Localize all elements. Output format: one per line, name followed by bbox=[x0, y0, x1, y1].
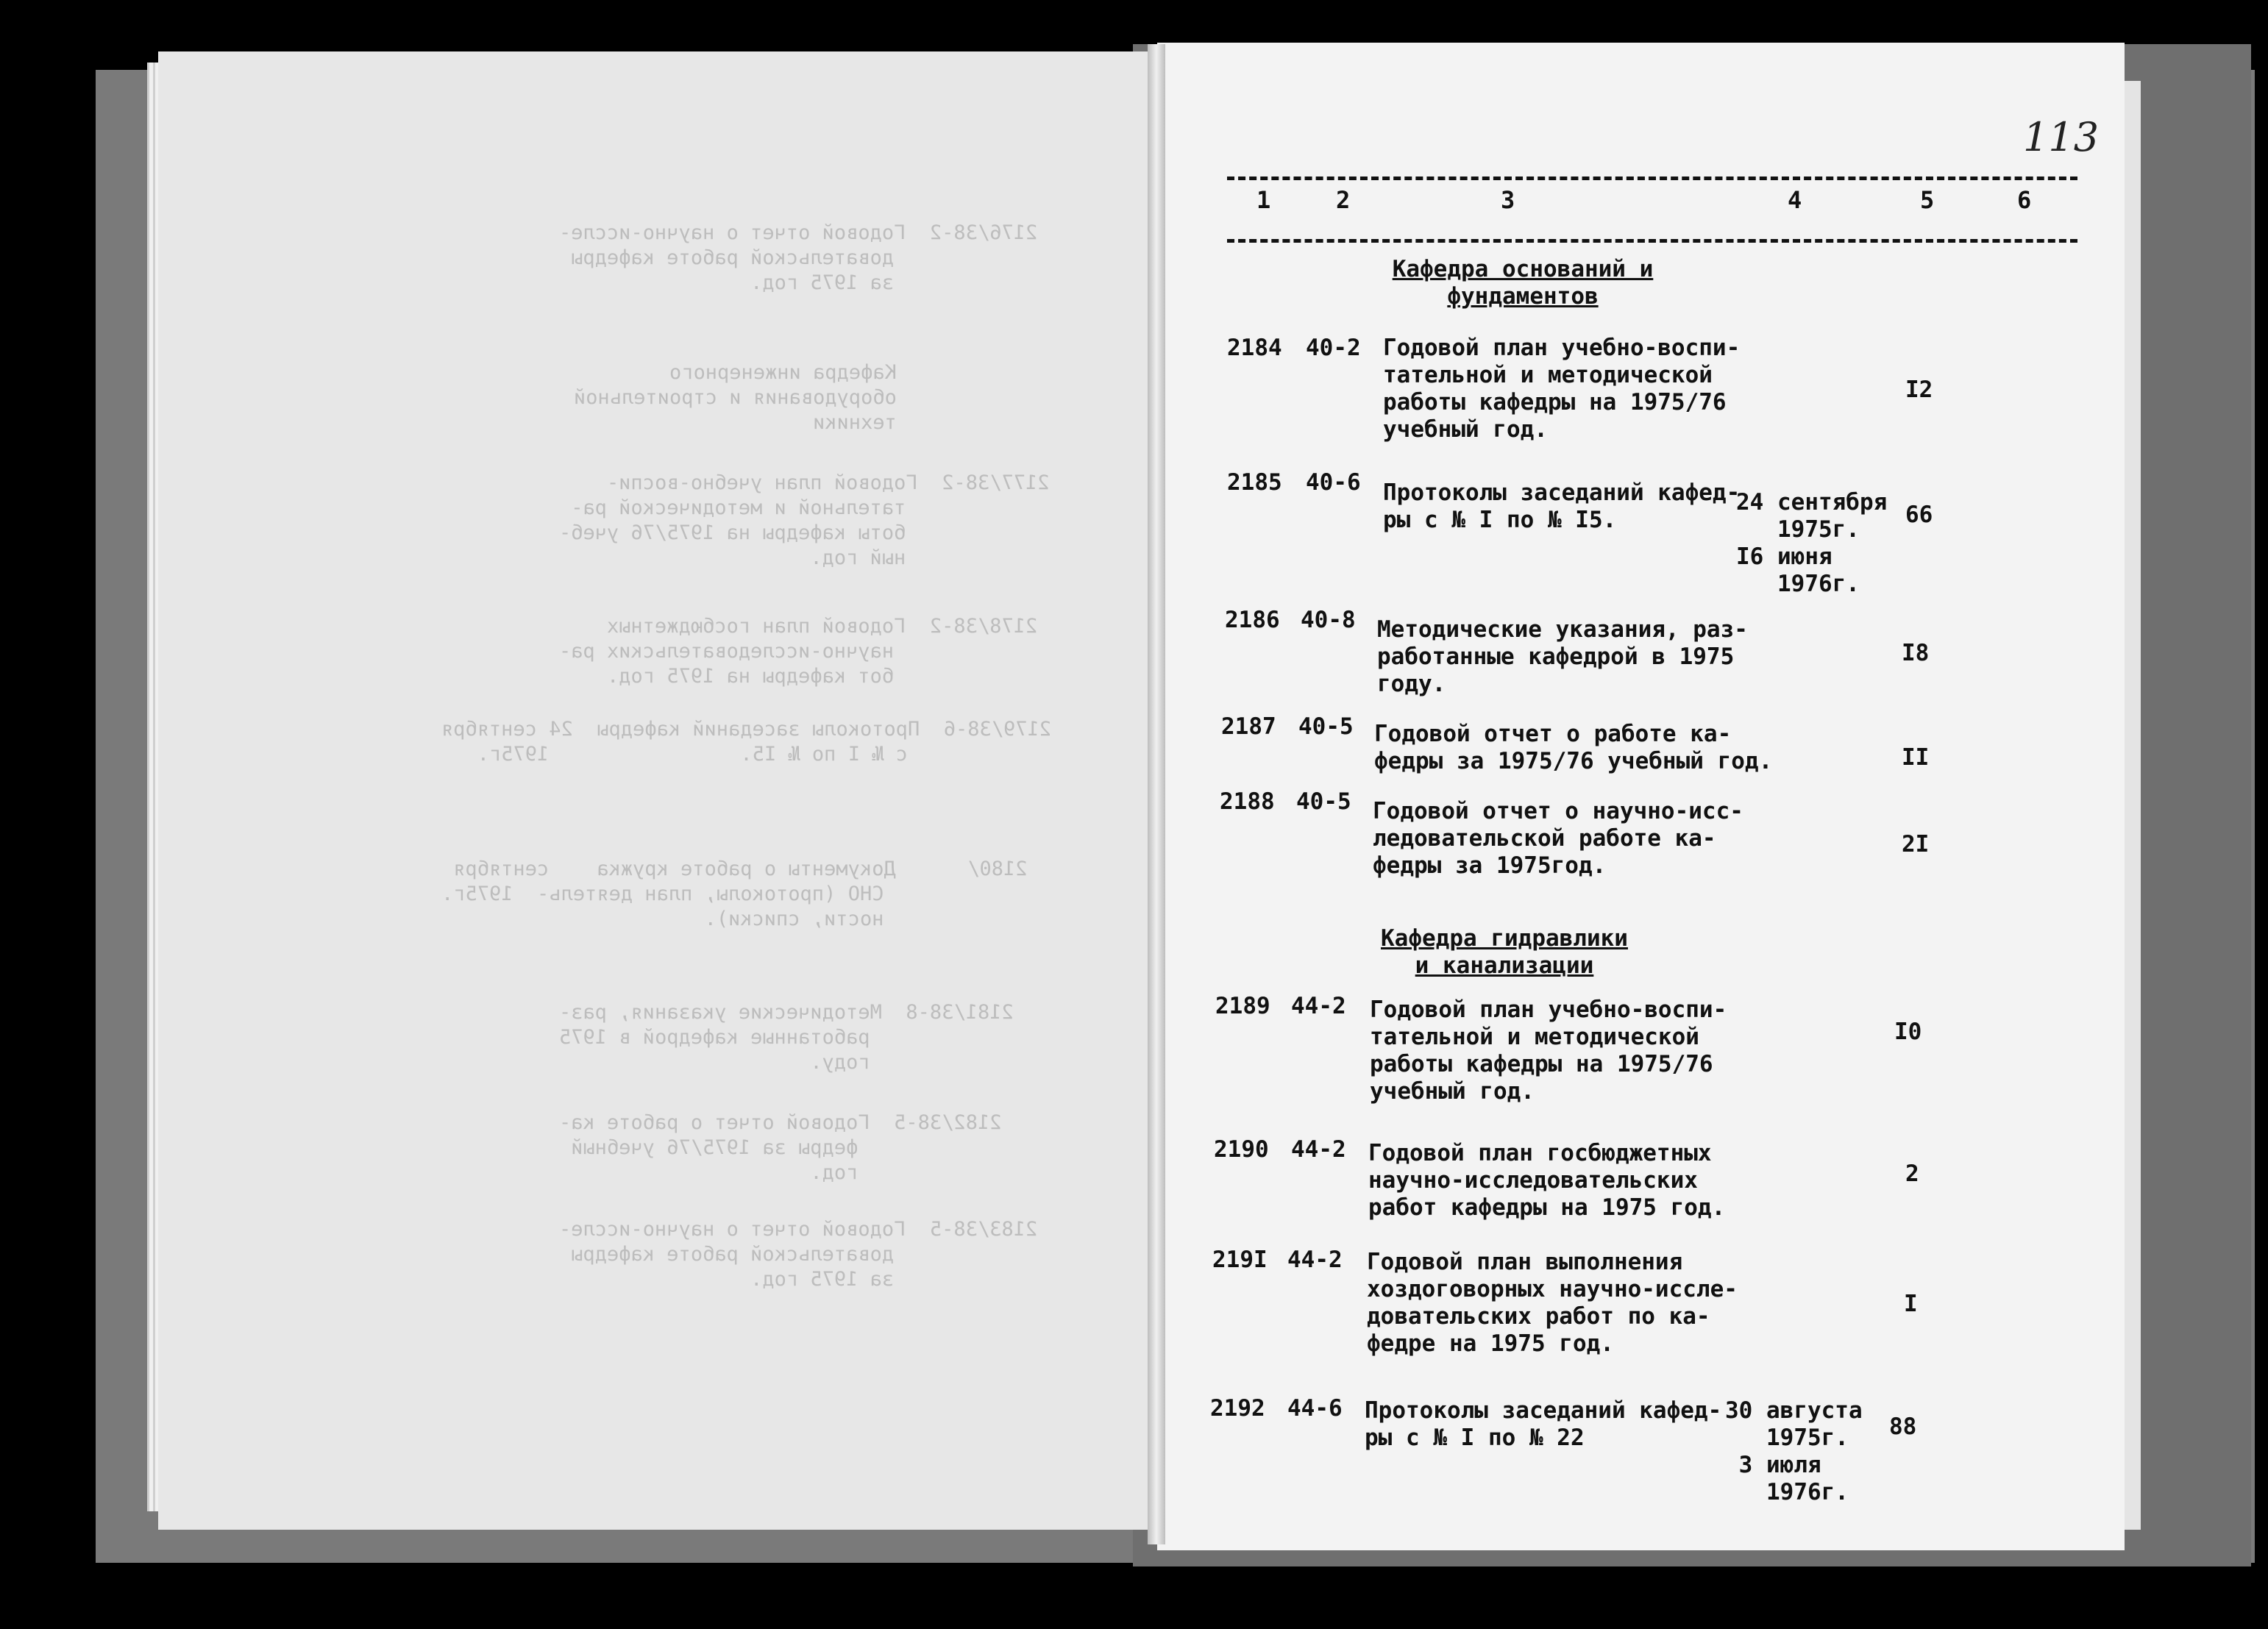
row-dates: 24 сентября 1975г. I6 июня 1976г. bbox=[1736, 489, 1888, 597]
ghost-block: Кафедра инженерного оборудования и строительной техники bbox=[574, 361, 897, 434]
row-title: Годовой отчет о научно-исс- ледовательской работе ка- федры за 1975год. bbox=[1373, 798, 1743, 879]
row-number: 2184 bbox=[1227, 335, 1282, 361]
column-header-5: 5 bbox=[1920, 186, 1935, 214]
row-count: 2 bbox=[1905, 1161, 1919, 1187]
row-code: 44-6 bbox=[1287, 1395, 1343, 1422]
row-code: 40-8 bbox=[1301, 607, 1356, 633]
ghost-block: 2179/38-6 Протоколы заседаний кафедры 24 сентября с № I по № I5. 1975г. bbox=[441, 718, 1052, 766]
row-title: Годовой отчет о работе ка- федры за 1975/76 учебный год. bbox=[1374, 721, 1773, 774]
row-code: 44-2 bbox=[1291, 1136, 1346, 1163]
row-number: 2192 bbox=[1210, 1395, 1265, 1422]
page-number: 113 bbox=[2023, 114, 2100, 160]
row-number: 2185 bbox=[1227, 469, 1282, 496]
row-title: Годовой план учебно-воспи- тательной и методической работы кафедры на 1975/76 учебный год. bbox=[1383, 335, 1741, 443]
row-title: Протоколы заседаний кафед- ры с № I по № 22 bbox=[1365, 1397, 1722, 1451]
row-number: 2188 bbox=[1220, 788, 1275, 815]
section-title: Кафедра оснований и фундаментов bbox=[1392, 256, 1654, 310]
row-count: 88 bbox=[1889, 1414, 1917, 1440]
row-count: 66 bbox=[1905, 502, 1933, 528]
column-header-6: 6 bbox=[2017, 186, 2032, 214]
row-title: Годовой план учебно-воспи- тательной и методической работы кафедры на 1975/76 учебный год. bbox=[1370, 997, 1727, 1105]
ghost-block: 2178/38-2 Годовой план госбюджетных научно-исследовательских ра- бот кафедры на 1975 год. bbox=[559, 615, 1038, 688]
row-code: 44-2 bbox=[1287, 1247, 1343, 1273]
row-code: 40-5 bbox=[1298, 713, 1354, 740]
ghost-block: 2180/ Документы о работе кружка сентября СНО (протоколы, план деятель- 1975г. ности, списки). bbox=[441, 858, 1028, 930]
ghost-block: 2182/38-5 Годовой отчет о работе ка- федры за 1975/76 учебный год. bbox=[559, 1111, 1002, 1184]
row-title: Методические указания, раз- работанные кафедрой в 1975 году. bbox=[1377, 616, 1748, 697]
book-spine bbox=[1148, 44, 1165, 1544]
row-code: 44-2 bbox=[1291, 993, 1346, 1019]
row-number: 219I bbox=[1212, 1247, 1268, 1273]
row-code: 40-6 bbox=[1306, 469, 1361, 496]
row-count: I bbox=[1904, 1291, 1918, 1317]
section-title: Кафедра гидравлики и канализации bbox=[1381, 925, 1628, 979]
header-rule-bottom bbox=[1227, 239, 2077, 243]
ghost-block: 2181/38-8 Методические указания, раз- работанные кафедрой в 1975 году. bbox=[559, 1001, 1014, 1074]
row-count: 2I bbox=[1902, 831, 1930, 858]
column-header-4: 4 bbox=[1788, 186, 1802, 214]
header-rule-top bbox=[1227, 177, 2077, 180]
row-count: I8 bbox=[1902, 640, 1930, 666]
row-title: Годовой план госбюджетных научно-исследовательских работ кафедры на 1975 год. bbox=[1368, 1140, 1726, 1221]
row-title: Годовой план выполнения хоздоговорных научно-иссле- довательских работ по ка- федре на 1975 год. bbox=[1367, 1249, 1738, 1357]
row-count: II bbox=[1902, 744, 1930, 771]
ghost-block: 2183/38-5 Годовой отчет о научно-иссле- довательской работе кафедры за 1975 год. bbox=[559, 1218, 1038, 1291]
row-dates: 30 августа 1975г. 3 июля 1976г. bbox=[1725, 1397, 1863, 1505]
row-code: 40-5 bbox=[1296, 788, 1351, 815]
row-number: 2189 bbox=[1215, 993, 1270, 1019]
row-number: 2190 bbox=[1214, 1136, 1269, 1163]
row-number: 2187 bbox=[1221, 713, 1276, 740]
row-number: 2186 bbox=[1225, 607, 1280, 633]
row-code: 40-2 bbox=[1306, 335, 1361, 361]
ghost-block: 2176/38-2 Годовой отчет о научно-иссле- довательской работе кафедры за 1975 год. bbox=[559, 221, 1038, 294]
column-header-1: 1 bbox=[1256, 186, 1271, 214]
row-title: Протоколы заседаний кафед- ры с № I по № I5. bbox=[1383, 480, 1741, 533]
row-count: I2 bbox=[1905, 377, 1933, 403]
column-header-2: 2 bbox=[1336, 186, 1351, 214]
row-count: I0 bbox=[1894, 1019, 1922, 1045]
column-header-3: 3 bbox=[1501, 186, 1515, 214]
ghost-block: 2177/38-2 Годовой план учебно-воспи- тательной и методической ра- боты кафедры на 1975/76 учеб- ный год. bbox=[559, 471, 1050, 569]
